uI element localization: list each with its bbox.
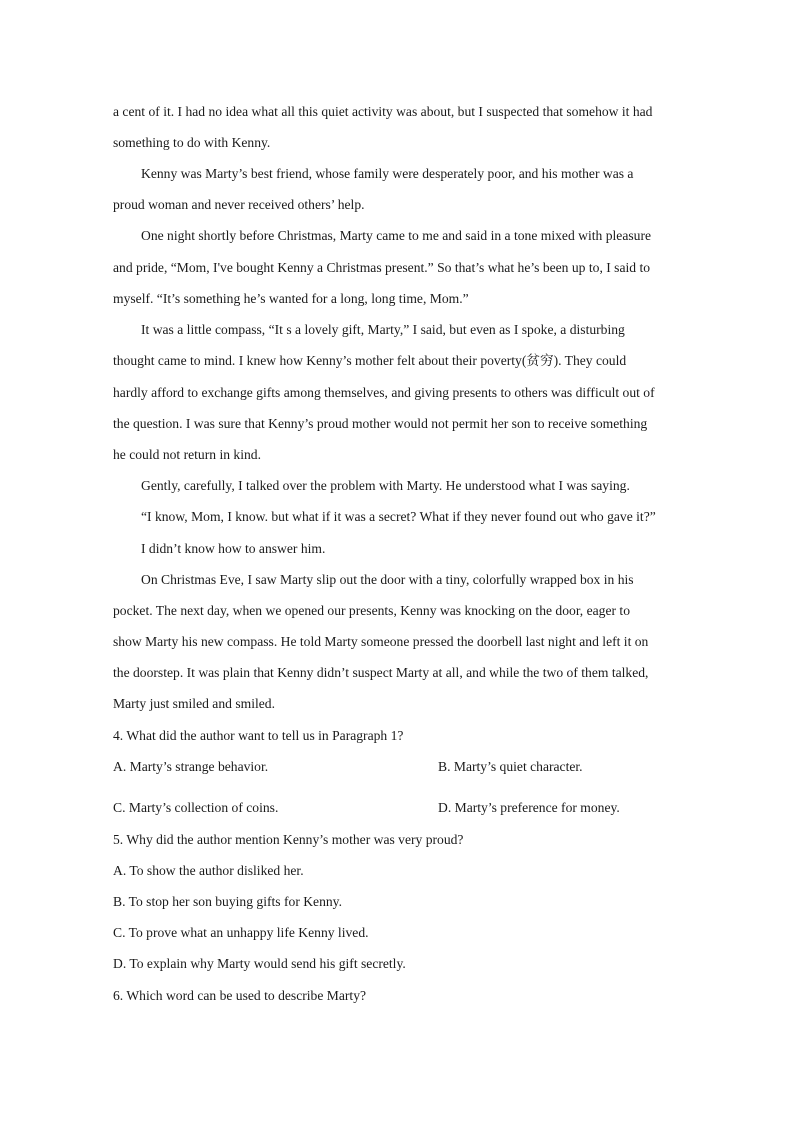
- passage-line: pocket. The next day, when we opened our presents, Kenny was knocking on the door, eager to: [113, 603, 630, 618]
- passage-line: something to do with Kenny.: [113, 135, 271, 150]
- question-4-option-d: D. Marty’s preference for money.: [438, 800, 620, 815]
- question-5-option-c: C. To prove what an unhappy life Kenny lived.: [113, 925, 369, 940]
- passage-line: and pride, “Mom, I've bought Kenny a Christmas present.” So that’s what he’s been up to, I said to: [113, 260, 651, 275]
- question-4-option-b: B. Marty’s quiet character.: [438, 759, 583, 774]
- question-4-stem: 4. What did the author want to tell us in Paragraph 1?: [113, 728, 404, 743]
- passage-line: One night shortly before Christmas, Marty came to me and said in a tone mixed with pleasure: [141, 228, 652, 243]
- question-6-stem: 6. Which word can be used to describe Marty?: [113, 988, 367, 1003]
- passage-line: hardly afford to exchange gifts among themselves, and giving presents to others was difficult out of: [113, 385, 655, 400]
- passage-line: myself. “It’s something he’s wanted for a long, long time, Mom.”: [113, 291, 469, 306]
- passage-line: the doorstep. It was plain that Kenny didn’t suspect Marty at all, and while the two of them talked,: [113, 665, 649, 680]
- question-5-option-b: B. To stop her son buying gifts for Kenny.: [113, 894, 342, 909]
- question-4-option-a: A. Marty’s strange behavior.: [113, 759, 269, 774]
- passage-line: thought came to mind. I knew how Kenny’s mother felt about their poverty(贫穷). They could: [113, 353, 627, 368]
- passage-line: Gently, carefully, I talked over the problem with Marty. He understood what I was saying.: [141, 478, 630, 493]
- passage-line: Marty just smiled and smiled.: [113, 696, 275, 711]
- passage-line: I didn’t know how to answer him.: [141, 541, 326, 556]
- question-5-stem: 5. Why did the author mention Kenny’s mother was very proud?: [113, 832, 464, 847]
- passage-line: a cent of it. I had no idea what all this quiet activity was about, but I suspected that somehow it had: [113, 104, 653, 119]
- passage-line: show Marty his new compass. He told Marty someone pressed the doorbell last night and left it on: [113, 634, 649, 649]
- passage-line: It was a little compass, “It s a lovely gift, Marty,” I said, but even as I spoke, a disturbing: [141, 322, 625, 337]
- question-5-option-d: D. To explain why Marty would send his gift secretly.: [113, 956, 406, 971]
- passage-line: proud woman and never received others’ help.: [113, 197, 365, 212]
- question-5-option-a: A. To show the author disliked her.: [113, 863, 304, 878]
- passage-line: Kenny was Marty’s best friend, whose family were desperately poor, and his mother was a: [141, 166, 634, 181]
- passage-line: the question. I was sure that Kenny’s proud mother would not permit her son to receive something: [113, 416, 648, 431]
- passage-line: “I know, Mom, I know. but what if it was a secret? What if they never found out who gave it?”: [141, 509, 656, 524]
- question-4-option-c: C. Marty’s collection of coins.: [113, 800, 279, 815]
- passage-line: On Christmas Eve, I saw Marty slip out the door with a tiny, colorfully wrapped box in his: [141, 572, 634, 587]
- passage-line: he could not return in kind.: [113, 447, 261, 462]
